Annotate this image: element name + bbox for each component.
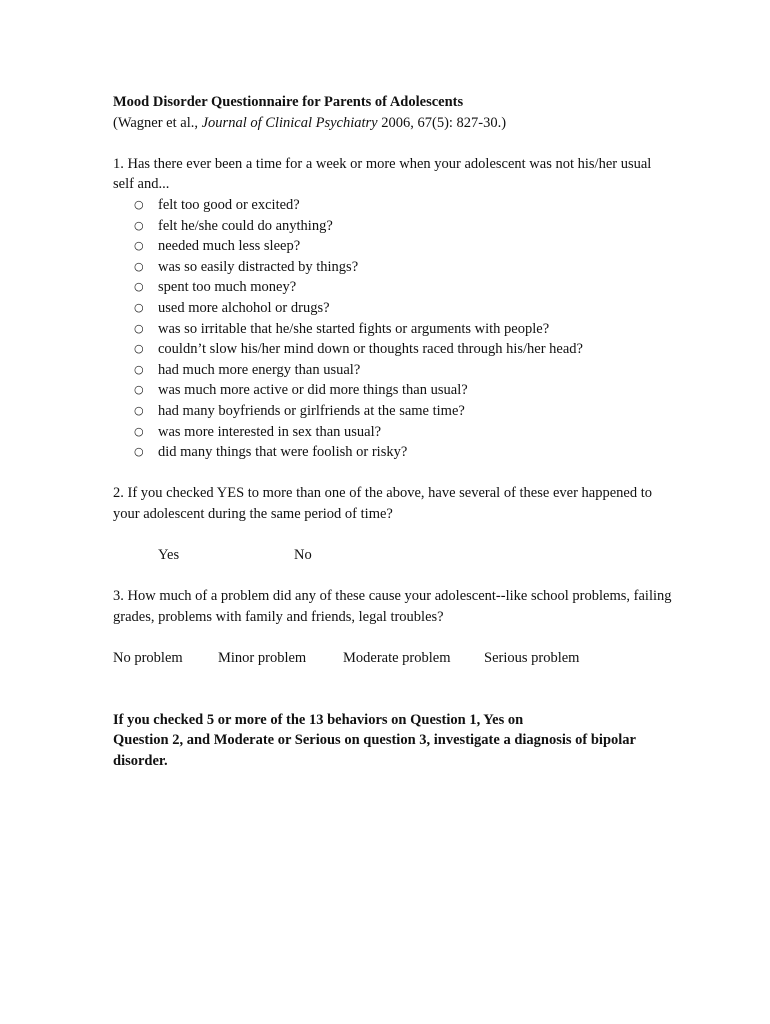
behavior-text: had many boyfriends or girlfriends at the same time? bbox=[158, 402, 465, 419]
circle-bullet-icon: ○ bbox=[134, 403, 144, 417]
behavior-item[interactable] bbox=[113, 257, 673, 278]
behavior-text: needed much less sleep? bbox=[158, 238, 301, 255]
circle-bullet-icon: ○ bbox=[134, 300, 144, 314]
question-3-prompt: 3. How much of a problem did any of these cause your adolescent--like school problems, failing grades, problems with family and friends, legal troubles? bbox=[113, 588, 672, 625]
citation bbox=[113, 113, 673, 134]
citation-suffix: 2006, 67(5): 827-30.) bbox=[377, 114, 507, 131]
circle-bullet-icon: ○ bbox=[134, 280, 144, 294]
circle-bullet-icon: ○ bbox=[134, 197, 144, 211]
question-1 bbox=[113, 154, 673, 463]
no-option[interactable]: No bbox=[294, 547, 312, 564]
document-title: Mood Disorder Questionnaire for Parents of Adolescents bbox=[113, 94, 464, 110]
behavior-text: was so easily distracted by things? bbox=[158, 258, 359, 275]
behavior-item[interactable] bbox=[113, 380, 673, 401]
question-3-answers bbox=[113, 648, 673, 669]
circle-bullet-icon: ○ bbox=[134, 218, 144, 232]
instruction-line-2: Question 2, and Moderate or Serious on question 3, investigate a diagnosis of bipolar disorder. bbox=[113, 732, 636, 769]
citation-prefix: (Wagner et al., bbox=[113, 114, 202, 131]
behavior-item[interactable] bbox=[113, 195, 673, 216]
behavior-item[interactable] bbox=[113, 422, 673, 443]
circle-bullet-icon: ○ bbox=[134, 239, 144, 253]
behavior-item[interactable] bbox=[113, 236, 673, 257]
question-2-prompt: 2. If you checked YES to more than one of the above, have several of these ever happened to your adolescent during the same period of time? bbox=[113, 485, 652, 522]
question-2-answers bbox=[113, 545, 673, 566]
behavior-text: used more alchohol or drugs? bbox=[158, 299, 330, 316]
behavior-text: spent too much money? bbox=[158, 279, 297, 296]
circle-bullet-icon: ○ bbox=[134, 321, 144, 335]
circle-bullet-icon: ○ bbox=[134, 445, 144, 459]
behavior-item[interactable] bbox=[113, 277, 673, 298]
citation-journal: Journal of Clinical Psychiatry bbox=[201, 114, 378, 131]
behavior-item[interactable] bbox=[113, 360, 673, 381]
circle-bullet-icon: ○ bbox=[134, 259, 144, 273]
behavior-item[interactable] bbox=[113, 216, 673, 237]
behavior-text: did many things that were foolish or risky? bbox=[158, 444, 408, 461]
circle-bullet-icon: ○ bbox=[134, 362, 144, 376]
option-no-problem[interactable]: No problem bbox=[113, 650, 183, 667]
behavior-item[interactable] bbox=[113, 442, 673, 463]
yes-option[interactable]: Yes bbox=[158, 547, 180, 564]
scoring-instruction bbox=[113, 710, 658, 772]
behavior-text: couldn’t slow his/her mind down or thoughts raced through his/her head? bbox=[158, 341, 583, 358]
behavior-text: felt he/she could do anything? bbox=[158, 217, 333, 234]
circle-bullet-icon: ○ bbox=[134, 424, 144, 438]
behavior-text: had much more energy than usual? bbox=[158, 361, 361, 378]
questionnaire-page bbox=[113, 92, 673, 771]
circle-bullet-icon: ○ bbox=[134, 342, 144, 356]
option-minor-problem[interactable]: Minor problem bbox=[218, 650, 307, 667]
instruction-line-1: If you checked 5 or more of the 13 behaviors on Question 1, Yes on bbox=[113, 711, 524, 728]
behavior-item[interactable] bbox=[113, 319, 673, 340]
circle-bullet-icon: ○ bbox=[134, 383, 144, 397]
option-moderate-problem[interactable]: Moderate problem bbox=[343, 650, 451, 667]
behavior-text: was much more active or did more things than usual? bbox=[158, 382, 468, 399]
behavior-text: was more interested in sex than usual? bbox=[158, 423, 382, 440]
behavior-text: was so irritable that he/she started fights or arguments with people? bbox=[158, 320, 550, 337]
option-serious-problem[interactable]: Serious problem bbox=[484, 650, 580, 667]
behavior-text: felt too good or excited? bbox=[158, 196, 300, 213]
behavior-item[interactable] bbox=[113, 401, 673, 422]
question-1-prompt: 1. Has there ever been a time for a week or more when your adolescent was not his/her usual self and... bbox=[113, 155, 652, 193]
behavior-list bbox=[113, 195, 673, 463]
behavior-item[interactable] bbox=[113, 339, 673, 360]
behavior-item[interactable] bbox=[113, 298, 673, 319]
